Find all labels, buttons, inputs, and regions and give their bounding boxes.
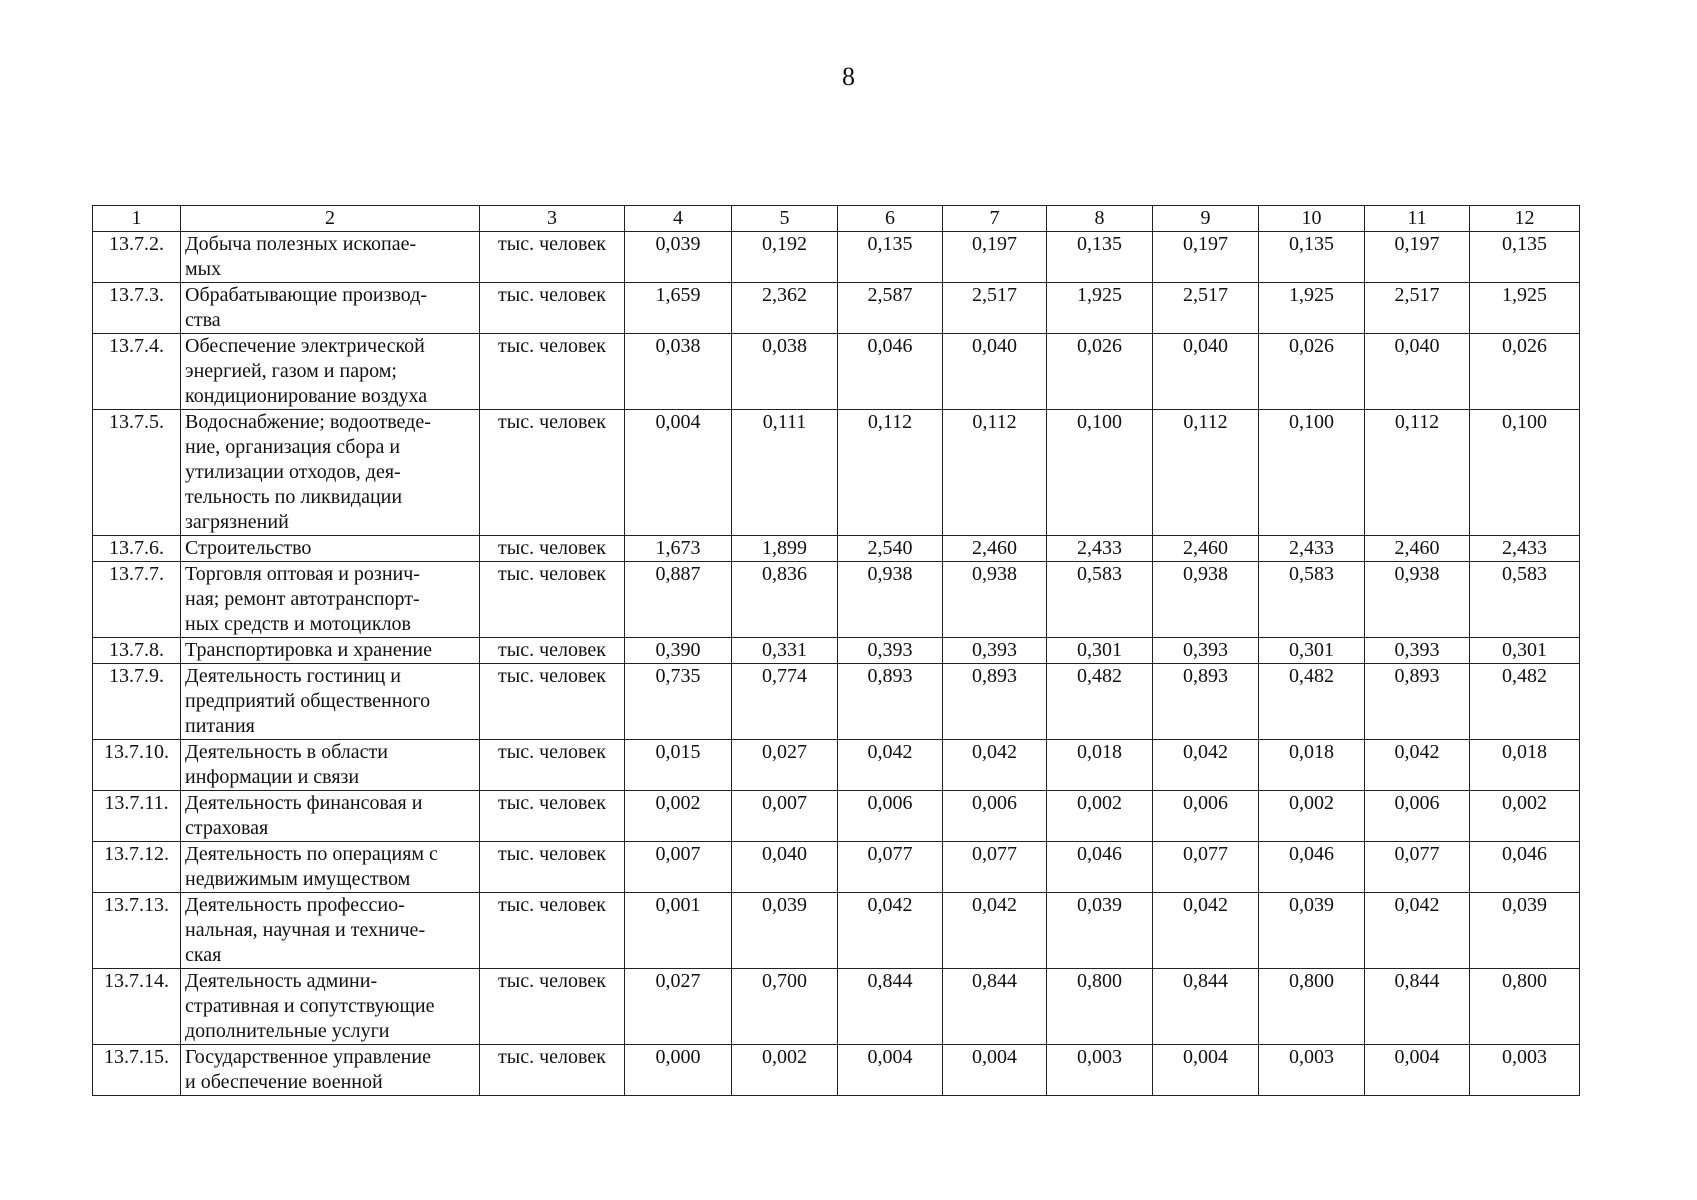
value-cell: 0,893 [1365,664,1470,740]
row-unit-cell: тыс. человек [480,842,625,893]
table-row [93,232,1580,283]
value-cell: 0,004 [625,410,732,536]
value-cell: 0,046 [1259,842,1365,893]
value-cell: 0,046 [1047,842,1153,893]
row-unit-cell: тыс. человек [480,536,625,562]
row-unit-cell: тыс. человек [480,893,625,969]
value-cell: 0,003 [1047,1045,1153,1096]
value-cell: 0,039 [1047,893,1153,969]
value-cell: 2,433 [1259,536,1365,562]
value-cell: 0,112 [943,410,1047,536]
value-cell: 0,006 [1153,791,1259,842]
row-code-cell: 13.7.13. [93,893,181,969]
value-cell: 0,007 [732,791,838,842]
value-cell: 0,100 [1259,410,1365,536]
value-cell: 0,040 [1153,334,1259,410]
row-unit-cell: тыс. человек [480,1045,625,1096]
value-cell: 0,077 [838,842,943,893]
row-code-cell: 13.7.4. [93,334,181,410]
value-cell: 0,112 [838,410,943,536]
table-row [93,410,1580,536]
value-cell: 0,887 [625,562,732,638]
value-cell: 0,007 [625,842,732,893]
table-row [93,283,1580,334]
row-code-cell: 13.7.7. [93,562,181,638]
value-cell: 0,893 [1153,664,1259,740]
table-row [93,664,1580,740]
row-code-cell: 13.7.14. [93,969,181,1045]
row-code-cell: 13.7.5. [93,410,181,536]
column-header: 1 [93,206,181,232]
value-cell: 0,800 [1047,969,1153,1045]
value-cell: 0,000 [625,1045,732,1096]
value-cell: 0,004 [1153,1045,1259,1096]
value-cell: 0,042 [1153,740,1259,791]
value-cell: 0,006 [838,791,943,842]
value-cell: 0,197 [1153,232,1259,283]
table-row [93,562,1580,638]
row-code-cell: 13.7.12. [93,842,181,893]
table-row [93,791,1580,842]
value-cell: 0,135 [1259,232,1365,283]
value-cell: 0,331 [732,638,838,664]
row-unit-cell: тыс. человек [480,664,625,740]
value-cell: 0,027 [625,969,732,1045]
row-name-cell: Обрабатывающие производ- ства [181,283,480,334]
row-name-cell: Деятельность по операциям с недвижимым имуществом [181,842,480,893]
value-cell: 1,673 [625,536,732,562]
table-header-row [93,206,1580,232]
value-cell: 0,893 [838,664,943,740]
row-name-cell: Деятельность в области информации и связи [181,740,480,791]
row-unit-cell: тыс. человек [480,791,625,842]
value-cell: 0,002 [625,791,732,842]
row-unit-cell: тыс. человек [480,740,625,791]
table-row [93,638,1580,664]
value-cell: 2,517 [1365,283,1470,334]
row-name-cell: Деятельность админи- стративная и сопутствующие дополнительные услуги [181,969,480,1045]
value-cell: 0,482 [1259,664,1365,740]
value-cell: 0,197 [1365,232,1470,283]
value-cell: 0,112 [1365,410,1470,536]
value-cell: 0,018 [1470,740,1580,791]
value-cell: 2,433 [1047,536,1153,562]
value-cell: 0,938 [943,562,1047,638]
row-unit-cell: тыс. человек [480,969,625,1045]
row-name-cell: Деятельность гостиниц и предприятий общественного питания [181,664,480,740]
value-cell: 0,002 [1047,791,1153,842]
value-cell: 0,135 [838,232,943,283]
value-cell: 2,517 [1153,283,1259,334]
value-cell: 0,077 [1153,842,1259,893]
row-name-cell: Транспортировка и хранение [181,638,480,664]
value-cell: 0,844 [838,969,943,1045]
table-row [93,842,1580,893]
value-cell: 0,004 [943,1045,1047,1096]
column-header: 2 [181,206,480,232]
value-cell: 0,039 [1259,893,1365,969]
value-cell: 0,111 [732,410,838,536]
value-cell: 1,925 [1259,283,1365,334]
value-cell: 0,301 [1470,638,1580,664]
value-cell: 0,042 [1365,740,1470,791]
table-row [93,893,1580,969]
value-cell: 0,004 [1365,1045,1470,1096]
value-cell: 0,002 [1470,791,1580,842]
value-cell: 2,433 [1470,536,1580,562]
value-cell: 0,040 [732,842,838,893]
value-cell: 1,925 [1047,283,1153,334]
value-cell: 0,039 [1470,893,1580,969]
value-cell: 0,003 [1259,1045,1365,1096]
value-cell: 0,583 [1259,562,1365,638]
value-cell: 0,301 [1259,638,1365,664]
value-cell: 2,362 [732,283,838,334]
row-code-cell: 13.7.3. [93,283,181,334]
table-row [93,969,1580,1045]
table-row [93,1045,1580,1096]
data-table [92,205,1580,1096]
page-number: 8 [842,62,855,91]
value-cell: 0,015 [625,740,732,791]
row-name-cell: Государственное управление и обеспечение военной [181,1045,480,1096]
column-header: 6 [838,206,943,232]
value-cell: 0,042 [838,893,943,969]
value-cell: 0,038 [732,334,838,410]
value-cell: 0,735 [625,664,732,740]
value-cell: 0,027 [732,740,838,791]
value-cell: 0,038 [625,334,732,410]
column-header: 11 [1365,206,1470,232]
value-cell: 0,482 [1470,664,1580,740]
value-cell: 0,042 [838,740,943,791]
value-cell: 0,700 [732,969,838,1045]
value-cell: 0,077 [943,842,1047,893]
value-cell: 0,040 [943,334,1047,410]
row-code-cell: 13.7.2. [93,232,181,283]
value-cell: 0,800 [1259,969,1365,1045]
value-cell: 0,026 [1259,334,1365,410]
value-cell: 0,135 [1470,232,1580,283]
value-cell: 2,587 [838,283,943,334]
value-cell: 0,844 [1365,969,1470,1045]
column-header: 5 [732,206,838,232]
value-cell: 0,042 [943,740,1047,791]
value-cell: 1,899 [732,536,838,562]
value-cell: 0,393 [943,638,1047,664]
row-code-cell: 13.7.8. [93,638,181,664]
row-unit-cell: тыс. человек [480,562,625,638]
row-unit-cell: тыс. человек [480,410,625,536]
row-code-cell: 13.7.11. [93,791,181,842]
value-cell: 0,393 [1365,638,1470,664]
value-cell: 0,393 [838,638,943,664]
value-cell: 0,583 [1470,562,1580,638]
value-cell: 0,938 [838,562,943,638]
row-name-cell: Добыча полезных ископае- мых [181,232,480,283]
value-cell: 0,192 [732,232,838,283]
value-cell: 0,077 [1365,842,1470,893]
row-code-cell: 13.7.9. [93,664,181,740]
column-header: 10 [1259,206,1365,232]
value-cell: 0,197 [943,232,1047,283]
column-header: 12 [1470,206,1580,232]
value-cell: 0,393 [1153,638,1259,664]
value-cell: 0,002 [1259,791,1365,842]
value-cell: 0,039 [625,232,732,283]
row-code-cell: 13.7.10. [93,740,181,791]
value-cell: 0,390 [625,638,732,664]
column-header: 9 [1153,206,1259,232]
value-cell: 0,836 [732,562,838,638]
value-cell: 1,659 [625,283,732,334]
value-cell: 0,003 [1470,1045,1580,1096]
value-cell: 2,540 [838,536,943,562]
value-cell: 0,800 [1470,969,1580,1045]
row-name-cell: Водоснабжение; водоотведе- ние, организация сбора и утилизации отходов, дея- тельность по ликвидации загрязнений [181,410,480,536]
row-code-cell: 13.7.6. [93,536,181,562]
row-code-cell: 13.7.15. [93,1045,181,1096]
value-cell: 0,774 [732,664,838,740]
value-cell: 0,046 [1470,842,1580,893]
value-cell: 0,893 [943,664,1047,740]
row-unit-cell: тыс. человек [480,232,625,283]
value-cell: 0,026 [1470,334,1580,410]
value-cell: 0,938 [1153,562,1259,638]
table-row [93,536,1580,562]
value-cell: 0,039 [732,893,838,969]
value-cell: 0,018 [1047,740,1153,791]
value-cell: 1,925 [1470,283,1580,334]
row-unit-cell: тыс. человек [480,334,625,410]
value-cell: 0,018 [1259,740,1365,791]
value-cell: 0,006 [943,791,1047,842]
value-cell: 0,042 [1153,893,1259,969]
value-cell: 0,002 [732,1045,838,1096]
value-cell: 0,844 [1153,969,1259,1045]
value-cell: 0,001 [625,893,732,969]
value-cell: 0,301 [1047,638,1153,664]
value-cell: 0,026 [1047,334,1153,410]
table-body [93,232,1580,1096]
value-cell: 0,100 [1470,410,1580,536]
row-name-cell: Деятельность финансовая и страховая [181,791,480,842]
value-cell: 2,460 [1153,536,1259,562]
row-name-cell: Деятельность профессио- нальная, научная и техниче- ская [181,893,480,969]
value-cell: 0,042 [1365,893,1470,969]
row-name-cell: Строительство [181,536,480,562]
value-cell: 0,006 [1365,791,1470,842]
value-cell: 0,938 [1365,562,1470,638]
value-cell: 0,004 [838,1045,943,1096]
column-header: 8 [1047,206,1153,232]
table-row [93,740,1580,791]
value-cell: 0,042 [943,893,1047,969]
value-cell: 0,844 [943,969,1047,1045]
row-name-cell: Обеспечение электрической энергией, газом и паром; кондиционирование воздуха [181,334,480,410]
column-header: 3 [480,206,625,232]
value-cell: 0,583 [1047,562,1153,638]
value-cell: 0,040 [1365,334,1470,410]
row-unit-cell: тыс. человек [480,283,625,334]
column-header: 7 [943,206,1047,232]
value-cell: 0,100 [1047,410,1153,536]
value-cell: 0,135 [1047,232,1153,283]
value-cell: 2,460 [1365,536,1470,562]
value-cell: 2,460 [943,536,1047,562]
row-name-cell: Торговля оптовая и рознич- ная; ремонт автотранспорт- ных средств и мотоциклов [181,562,480,638]
table-row [93,334,1580,410]
value-cell: 0,046 [838,334,943,410]
value-cell: 0,482 [1047,664,1153,740]
value-cell: 0,112 [1153,410,1259,536]
value-cell: 2,517 [943,283,1047,334]
row-unit-cell: тыс. человек [480,638,625,664]
column-header: 4 [625,206,732,232]
